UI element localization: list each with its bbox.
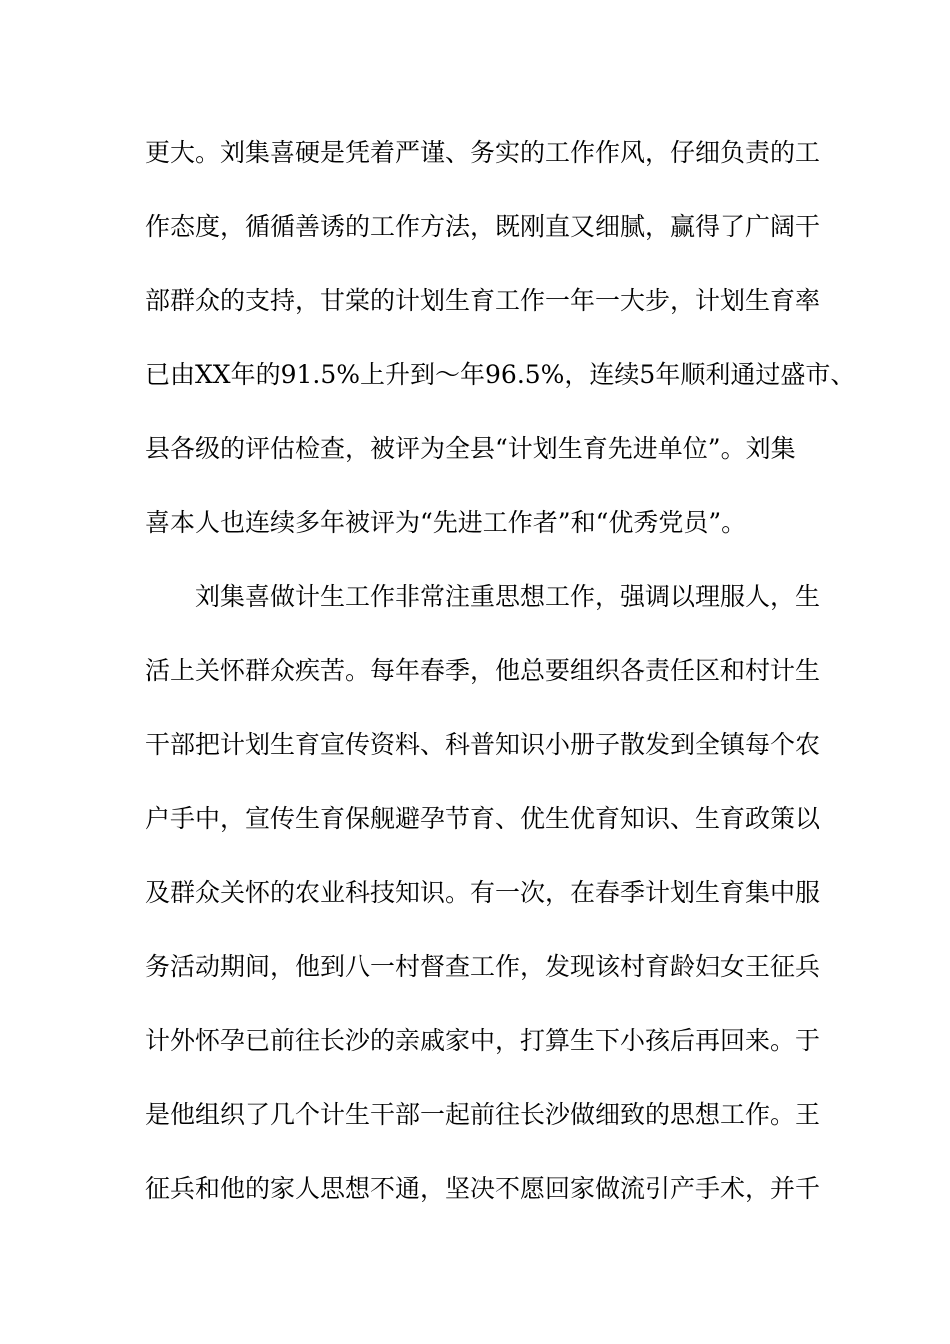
text-line: 县各级的评估检查，被评为全县“计划生育先进单位”。刘集 — [145, 434, 796, 463]
text-line: 已由XX年的91.5%上升到～年96.5%，连续5年顺利通过盛市、 — [145, 360, 856, 389]
text-line: 户手中，宣传生育保舰避孕节育、优生优育知识、生育政策以 — [145, 804, 821, 833]
text-line: 更大。刘集喜硬是凭着严谨、务实的工作作风，仔细负责的工 — [145, 138, 821, 167]
paragraph-first-line: 刘集喜做计生工作非常注重思想工作，强调以理服人，生 — [195, 582, 821, 611]
text-line: 征兵和他的家人思想不通，坚决不愿回家做流引产手术，并千 — [145, 1174, 821, 1203]
text-line: 是他组织了几个计生干部一起前往长沙做细致的思想工作。王 — [145, 1100, 821, 1129]
text-line: 部群众的支持，甘棠的计划生育工作一年一大步，计划生育率 — [145, 286, 821, 315]
text-line: 务活动期间，他到八一村督查工作，发现该村育龄妇女王征兵 — [145, 952, 821, 981]
text-line: 活上关怀群众疾苦。每年春季，他总要组织各责任区和村计生 — [145, 656, 821, 685]
body-text — [145, 127, 856, 1237]
text-line: 干部把计划生育宣传资料、科普知识小册子散发到全镇每个农 — [145, 730, 821, 759]
text-line: 计外怀孕已前往长沙的亲戚家中，打算生下小孩后再回来。于 — [145, 1026, 821, 1055]
text-line: 作态度，循循善诱的工作方法，既刚直又细腻，赢得了广阔干 — [145, 212, 821, 241]
text-line: 喜本人也连续多年被评为“先进工作者”和“优秀党员”。 — [145, 508, 747, 537]
text-line: 及群众关怀的农业科技知识。有一次，在春季计划生育集中服 — [145, 878, 821, 907]
